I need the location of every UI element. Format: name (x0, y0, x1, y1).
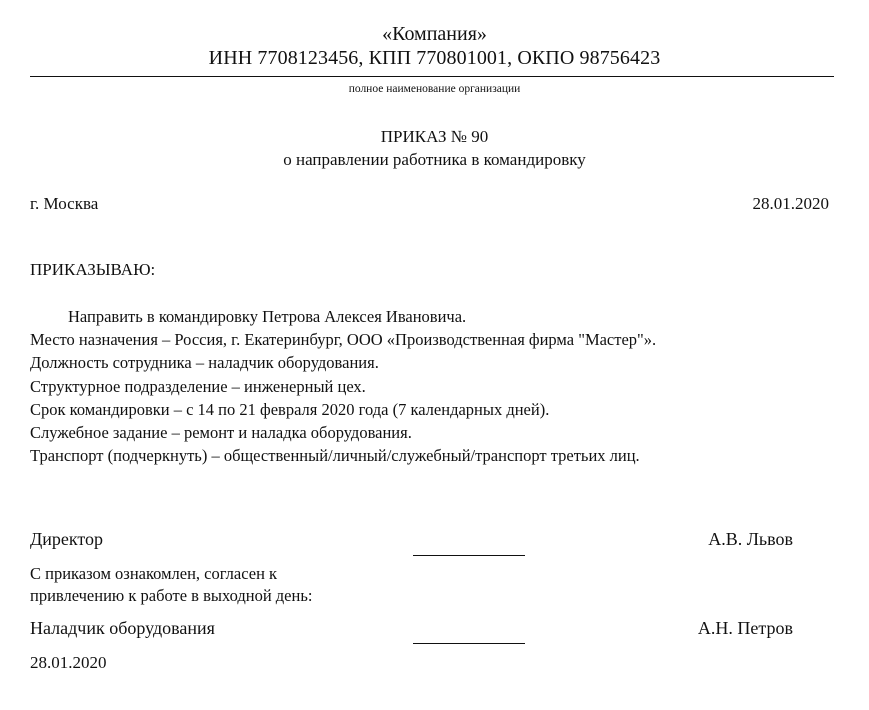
ack-line: привлечению к работе в выходной день: (30, 586, 313, 605)
signature-date: 28.01.2020 (30, 653, 107, 672)
company-name: «Компания» (382, 23, 487, 45)
employee-signature-line (413, 643, 525, 644)
body-line: Структурное подразделение – инженерный цех. (30, 376, 366, 396)
order-city: г. Москва (30, 194, 99, 213)
body-line: Должность сотрудника – наладчик оборудования. (30, 353, 379, 373)
director-name: А.В. Львов (708, 529, 793, 549)
body-line: Направить в командировку Петрова Алексея Ивановича. (68, 307, 467, 326)
order-subtitle: о направлении работника в командировку (283, 150, 586, 169)
body-line: Служебное задание – ремонт и наладка оборудования. (30, 423, 412, 443)
body-line: Срок командировки – с 14 по 21 февраля 2020 года (7 календарных дней). (30, 399, 550, 419)
employee-name: А.Н. Петров (697, 618, 793, 638)
director-role: Директор (30, 529, 104, 549)
body-line: Транспорт (подчеркнуть) – общественный/личный/служебный/транспорт третьих лиц. (30, 446, 640, 466)
header-divider (30, 76, 834, 77)
ack-line: С приказом ознакомлен, согласен к (30, 564, 278, 583)
command-heading: ПРИКАЗЫВАЮ: (30, 260, 156, 279)
acknowledgement (30, 563, 312, 607)
company-ids: ИНН 7708123456, КПП 770801001, ОКПО 98756423 (208, 47, 661, 69)
order-body (30, 305, 656, 467)
company-caption: полное наименование организации (348, 83, 521, 95)
employee-role: Наладчик оборудования (30, 618, 215, 638)
director-signature-line (413, 555, 525, 556)
order-title: ПРИКАЗ № 90 (380, 127, 489, 146)
body-line: Место назначения – Россия, г. Екатеринбург, ООО «Производственная фирма "Мастер"». (30, 330, 657, 350)
order-date: 28.01.2020 (752, 194, 829, 213)
